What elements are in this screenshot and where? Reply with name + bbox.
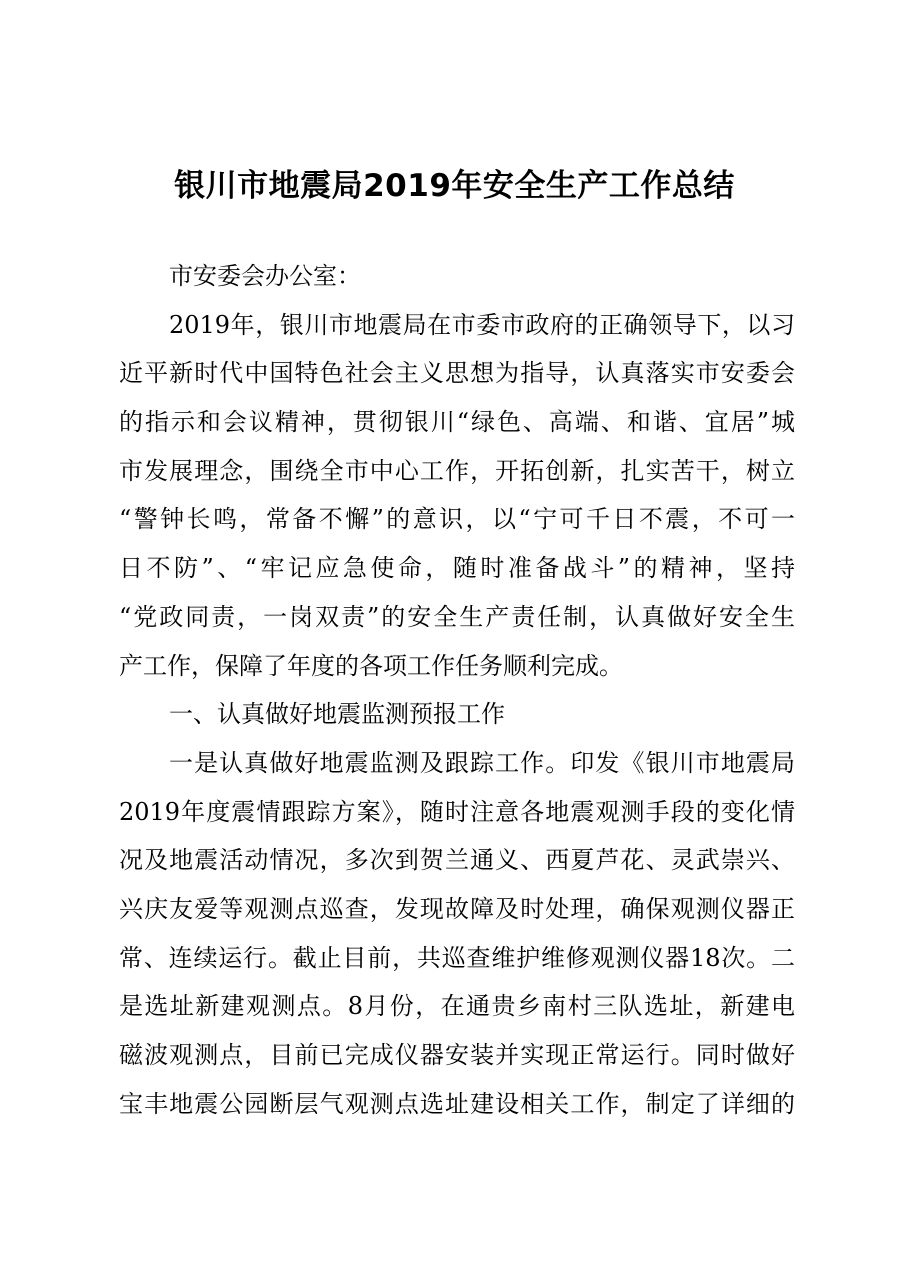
body-line: 兴庆友爱等观测点巡查，发现故障及时处理，确保观测仪器正	[119, 894, 795, 923]
body-line: 日不防”、“牢记应急使命，随时准备战斗”的精神，坚持	[119, 554, 795, 583]
document-body	[119, 252, 795, 1128]
body-line: 磁波观测点，目前已完成仪器安装并实现正常运行。同时做好	[119, 1041, 795, 1069]
body-line: 是选址新建观测点。8月份，在通贵乡南村三队选址，新建电	[119, 992, 795, 1021]
body-line: “警钟长鸣，常备不懈”的意识，以“宁可千日不震，不可一	[119, 505, 795, 534]
body-line: 产工作，保障了年度的各项工作任务顺利完成。	[119, 651, 623, 680]
document-title: 银川市地震局2019年安全生产工作总结	[174, 168, 735, 204]
body-line: “党政同责，一岗双责”的安全生产责任制，认真做好安全生	[119, 602, 795, 631]
body-line: 的指示和会议精神，贯彻银川“绿色、高端、和谐、宜居”城	[119, 408, 795, 437]
body-line: 2019年，银川市地震局在市委市政府的正确领导下，以习	[169, 310, 795, 339]
body-line: 宝丰地震公园断层气观测点选址建设相关工作，制定了详细的	[119, 1089, 795, 1118]
salutation-line: 市安委会办公室：	[169, 262, 361, 290]
body-line: 况及地震活动情况，多次到贺兰通义、西夏芦花、灵武崇兴、	[119, 846, 795, 875]
body-line: 一是认真做好地震监测及跟踪工作。印发《银川市地震局	[169, 748, 795, 777]
body-line: 市发展理念，围绕全市中心工作，开拓创新，扎实苦干，树立	[119, 456, 795, 485]
body-line: 近平新时代中国特色社会主义思想为指导，认真落实市安委会	[119, 359, 795, 388]
body-line: 2019年度震情跟踪方案》，随时注意各地震观测手段的变化情	[119, 797, 795, 826]
body-line: 常、连续运行。截止目前，共巡查维护维修观测仪器18次。二	[119, 943, 795, 972]
section-heading: 一、认真做好地震监测预报工作	[169, 700, 505, 729]
